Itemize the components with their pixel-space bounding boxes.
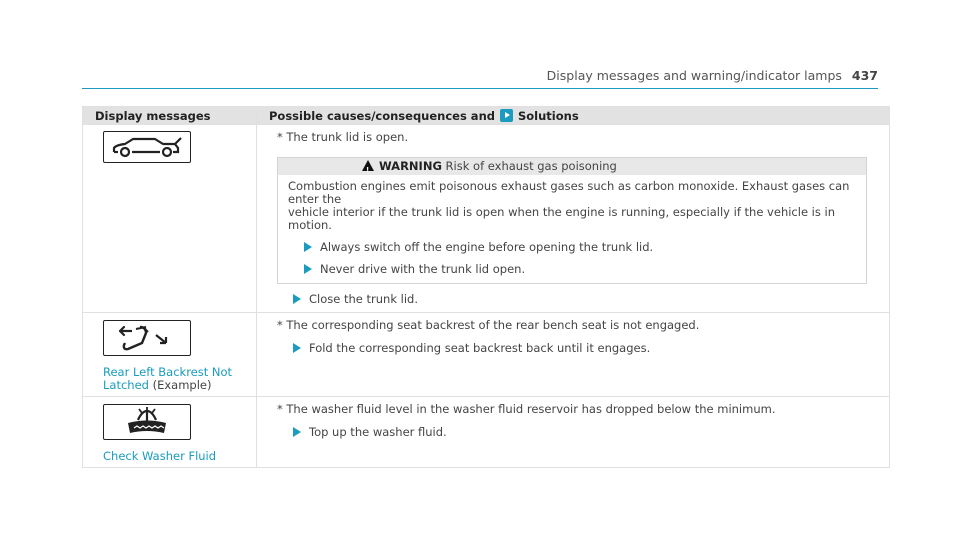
warning-text-line: Combustion engines emit poisonous exhaust gases such as carbon monoxide. Exhaust gases can enter the [288,179,850,206]
bullet-arrow-icon [304,242,312,252]
warning-subtitle: Risk of exhaust gas poisoning [445,159,617,173]
display-message-cell [83,313,257,397]
cause-text: * The washer fluid level in the washer fluid reservoir has dropped below the minimum. [277,402,776,416]
col-header-display-messages: Display messages [83,107,257,125]
warning-item [288,241,854,254]
page-number: 437 [851,68,878,83]
warning-item [288,263,854,276]
cause-solution-cell [257,397,890,468]
display-message-cell [83,397,257,468]
bullet-arrow-icon [304,264,312,274]
cause-text: * The corresponding seat backrest of the rear bench seat is not engaged. [277,318,700,332]
solution-text: Top up the washer fluid. [309,425,447,439]
warning-header [278,158,866,175]
warning-body [278,175,866,283]
warning-triangle-icon [362,160,374,171]
running-header [547,68,878,83]
bullet-arrow-icon [293,343,301,353]
col-header-causes-text: Possible causes/consequences and [269,108,495,123]
cause-text: * The trunk lid is open. [277,130,409,144]
warning-item-text: Never drive with the trunk lid open. [320,262,526,276]
table-header-row [83,107,890,125]
bullet-arrow-icon [293,427,301,437]
solution-text: Fold the corresponding seat backrest back until it engages. [309,341,651,355]
bullet-arrow-icon [293,294,301,304]
warning-item-text: Always switch off the engine before opening the trunk lid. [320,240,654,254]
solution-step [277,426,879,439]
table-row [83,313,890,397]
solution-text: Close the trunk lid. [309,292,418,306]
warning-text-line: vehicle interior if the trunk lid is open when the engine is running, especially if the vehicle is in motion. [288,205,835,232]
example-note: (Example) [148,378,212,392]
cause-solution-cell [257,313,890,397]
display-message-label [103,366,250,392]
col-header-solutions-text: Solutions [518,108,579,123]
solution-step [277,293,879,306]
table-row [83,125,890,313]
header-rule [82,88,878,89]
cause-solution-cell [257,125,890,313]
col-header-causes-solutions [257,107,890,125]
trunk-open-icon [103,131,191,163]
solution-arrow-icon [500,109,513,122]
section-title: Display messages and warning/indicator lamps [546,68,842,83]
warning-box [277,157,867,284]
table-row [83,397,890,468]
washer-fluid-icon [103,404,191,440]
solution-step [277,342,879,355]
message-text: Check Washer Fluid [103,449,217,463]
display-messages-table [82,106,890,468]
warning-title: WARNING [379,159,442,173]
message-text: Rear Left Backrest Not [103,365,233,379]
seat-backrest-icon [103,320,191,356]
message-text: Latched [103,378,149,392]
display-message-cell [83,125,257,313]
